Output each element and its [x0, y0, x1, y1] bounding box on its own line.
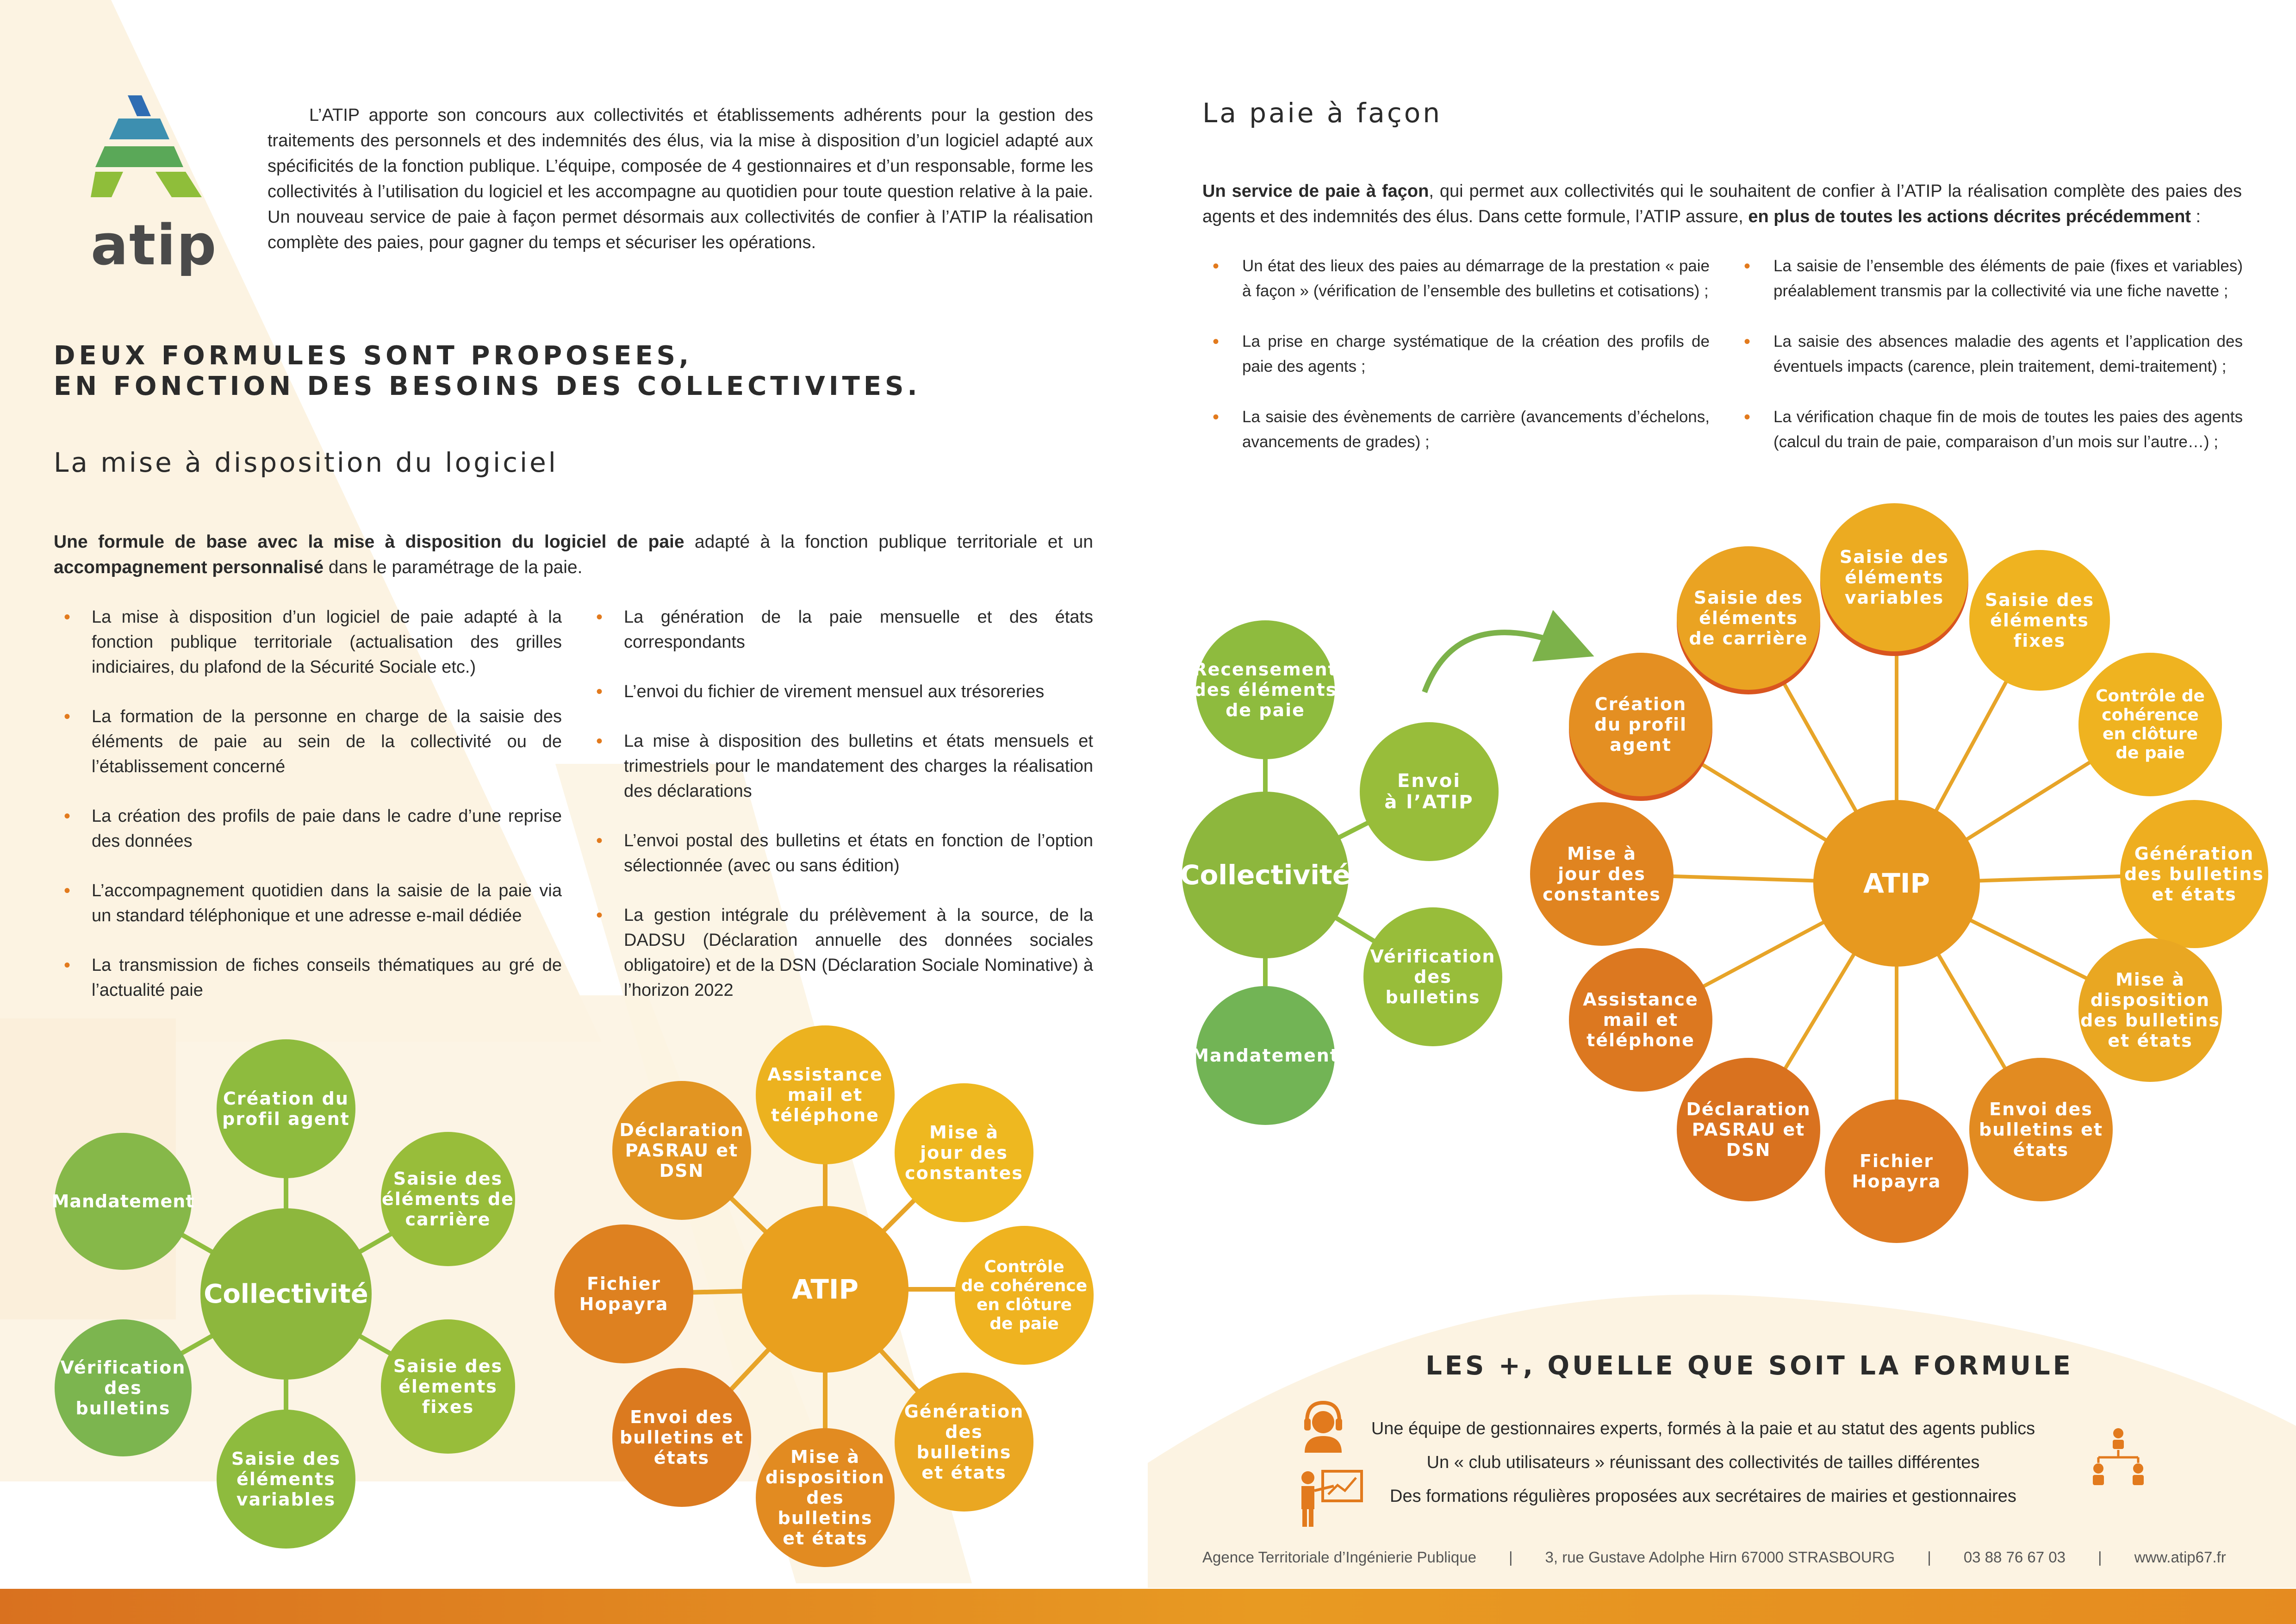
- plus-line-3: Des formations régulières proposées aux secrétaires de mairies et gestionnaires: [1390, 1487, 2016, 1506]
- node-envoi-bulletins-etats-2: [1969, 1058, 2113, 1201]
- formule1-title: La mise à disposition du logiciel: [54, 447, 558, 478]
- node-saisie-elements-variables: [217, 1410, 355, 1549]
- node-envoi-a-atip: [1360, 722, 1499, 861]
- formule2-intro-bold2: en plus de toutes les actions décrites précédemment: [1748, 207, 2191, 226]
- node-generation-bulletins-etats: [895, 1373, 1033, 1512]
- node-label: Vérification des bulletins: [1370, 946, 1496, 1007]
- footer-website-link[interactable]: www.atip67.fr: [2134, 1549, 2226, 1566]
- trainer-icon: [1295, 1468, 1364, 1528]
- formule1-intro-bold1: Une formule de base avec la mise à disposition du logiciel de paie: [54, 532, 684, 552]
- node-mandatement-2: [1191, 986, 1339, 1125]
- footer-address: 3, rue Gustave Adolphe Hirn 67000 STRASBOURG: [1545, 1549, 1895, 1566]
- node-label: Collectivité: [204, 1279, 368, 1309]
- collectivite-center-node: [200, 1208, 372, 1380]
- plus-line-1: Une équipe de gestionnaires experts, formés à la paie et au statut des agents publics: [1371, 1419, 2035, 1438]
- node-label: Collectivité: [1180, 859, 1351, 891]
- node-label: Déclaration PASRAU et DSN: [619, 1120, 744, 1181]
- node-label: Saisie des éléments fixes: [1985, 590, 2095, 651]
- node-mise-a-disposition-bulletins-2: [2078, 938, 2222, 1082]
- node-generation-bulletins-etats-2: [2120, 800, 2268, 948]
- node-mise-a-jour-constantes-2: [1530, 802, 1674, 946]
- node-label: Génération des bulletins et états: [904, 1401, 1024, 1483]
- node-label: Saisie des éléments de carrière: [382, 1168, 514, 1230]
- footer-phone: 03 88 76 67 03: [1963, 1549, 2066, 1566]
- plus-line-2: Un « club utilisateurs » réunissant des collectivités de tailles différentes: [1426, 1453, 1980, 1472]
- node-recensement-elements-paie: [1193, 620, 1338, 759]
- node-label: Mise à disposition des bulletins et états: [765, 1447, 885, 1549]
- atip-center-node: [742, 1206, 908, 1373]
- collectivite-center-node-2: [1182, 792, 1349, 958]
- node-label: Saisie des élements fixes: [393, 1356, 503, 1417]
- node-label: Création du profil agent: [1594, 694, 1687, 755]
- node-label: Mandatement: [51, 1191, 195, 1212]
- footer-separator: |: [2098, 1549, 2102, 1566]
- list-item: • La saisie des évènements de carrière (avancements d’échelons, avancements de grades) ;: [1202, 405, 1710, 455]
- list-item: • La prise en charge systématique de la création des profils de paie des agents ;: [1202, 329, 1710, 379]
- node-controle-coherence-2: [2078, 653, 2222, 796]
- node-declaration-pasrau-dsn-2: [1677, 1058, 1820, 1201]
- list-item: • L’accompagnement quotidien dans la saisie de la paie via un standard téléphonique et une adresse e-mail dédiée: [54, 878, 562, 928]
- node-label: Mandatement: [1191, 1045, 1339, 1066]
- node-label: Mise à jour des constantes: [905, 1122, 1023, 1183]
- list-item: • La gestion intégrale du prélèvement à la source, de la DADSU (Déclaration annuelle des données sociales obligatoire) et de la DSN (Déclaration Sociale Nominative) à l’horizon 2022: [586, 903, 1093, 1003]
- footer-separator: |: [1508, 1549, 1513, 1566]
- node-saisie-elements-fixes-2: [1969, 550, 2110, 691]
- list-item: • La transmission de fiches conseils thématiques au gré de l’actualité paie: [54, 953, 562, 1003]
- node-label: Envoi à l’ATIP: [1384, 770, 1474, 813]
- node-creation-profil-agent-2: [1569, 653, 1712, 796]
- node-saisie-elements-fixes: [381, 1319, 515, 1454]
- node-saisie-elements-carriere-2: [1677, 546, 1820, 690]
- list-item: • La mise à disposition des bulletins et états mensuels et trimestriels pour le mandatement des charges la réalisation des déclarations: [586, 729, 1093, 804]
- node-label: Saisie des éléments de carrière: [1689, 587, 1808, 649]
- node-label: Vérification des bulletins: [60, 1357, 186, 1418]
- formule1-intro-text1: adapté à la fonction publique territoriale et un: [684, 532, 1093, 552]
- node-label: Mise à jour des constantes: [1543, 843, 1661, 905]
- list-item: • Un état des lieux des paies au démarrage de la prestation « paie à façon » (vérification de l’ensemble des bulletins et cotisations) ;: [1202, 254, 1710, 304]
- atip-center-node-2: [1813, 800, 1980, 967]
- formule1-intro-text2: dans le paramétrage de la paie.: [324, 557, 583, 577]
- node-saisie-elements-carriere: [381, 1132, 515, 1266]
- main-heading-line1: DEUX FORMULES SONT PROPOSEES,: [54, 341, 693, 371]
- support-agent-icon: [1298, 1398, 1349, 1454]
- formule1-intro-bold2: accompagnement personnalisé: [54, 557, 324, 577]
- node-label: Saisie des éléments variables: [231, 1449, 341, 1510]
- node-label: Assistance mail et téléphone: [767, 1064, 883, 1125]
- atip-wordmark: atip: [91, 213, 218, 278]
- footer-separator: |: [1927, 1549, 1931, 1566]
- node-label: ATIP: [791, 1274, 859, 1305]
- list-item: • La mise à disposition d’un logiciel de paie adapté à la fonction publique territoriale (actualisation des grilles indiciaires, du plafond de la Sécurité Sociale etc.): [54, 605, 562, 680]
- node-label: Génération des bulletins et états: [2124, 843, 2264, 905]
- node-label: Recensement des éléments de paie: [1193, 659, 1338, 720]
- node-mandatement: [51, 1133, 195, 1270]
- node-assistance-mail-telephone: [756, 1025, 895, 1164]
- node-label: Contrôle de cohérence en clôture de paie: [2096, 687, 2205, 762]
- node-label: Envoi des bulletins et états: [1979, 1099, 2103, 1160]
- list-item: • La formation de la personne en charge de la saisie des éléments de paie au sein de la collectivité ou de l’établissement concerné: [54, 704, 562, 779]
- node-label: Déclaration PASRAU et DSN: [1686, 1099, 1811, 1160]
- node-label: ATIP: [1863, 868, 1930, 899]
- node-label: Création du profil agent: [222, 1088, 350, 1129]
- footer: [1202, 1549, 2244, 1566]
- node-verification-bulletins-2: [1363, 907, 1502, 1046]
- main-heading-line2: EN FONCTION DES BESOINS DES COLLECTIVITES.: [54, 371, 921, 401]
- node-label: Contrôle de cohérence en clôture de paie: [961, 1257, 1088, 1333]
- list-item: • L’envoi du fichier de virement mensuel aux trésoreries: [586, 679, 1093, 704]
- node-fichier-hopayra-2: [1825, 1099, 1968, 1243]
- node-verification-bulletins: [55, 1319, 192, 1456]
- node-assistance-mail-telephone-2: [1569, 948, 1712, 1092]
- node-mise-a-disposition-bulletins: [756, 1428, 895, 1567]
- formule2-intro-text1: , qui permet aux collectivités qui le souhaitent de confier à l’ATIP la réalisation complète des paies des agents et des indemnités des élus. Dans cette formule, l’ATIP assure,: [1202, 181, 2242, 226]
- list-item: • La vérification chaque fin de mois de toutes les paies des agents (calcul du train de paie, comparaison d’un mois sur l’autre…) ;: [1734, 405, 2243, 455]
- node-creation-profil-agent: [217, 1039, 355, 1178]
- node-envoi-bulletins-etats: [612, 1368, 751, 1507]
- network-users-icon: [2088, 1427, 2148, 1487]
- node-mise-a-jour-constantes: [895, 1083, 1033, 1222]
- node-fichier-hopayra: [554, 1224, 693, 1363]
- node-label: Mise à disposition des bulletins et états: [2080, 969, 2220, 1051]
- list-item: • La création des profils de paie dans le cadre d’une reprise des données: [54, 804, 562, 854]
- list-item: • La génération de la paie mensuelle et des états correspondants: [586, 605, 1093, 655]
- node-label: Saisie des éléments variables: [1839, 547, 1949, 608]
- node-label: Fichier Hopayra: [1852, 1151, 1941, 1192]
- formule2-intro-text2: :: [2190, 207, 2201, 226]
- node-controle-coherence: [955, 1226, 1094, 1365]
- node-label: Fichier Hopayra: [579, 1274, 669, 1314]
- list-item: • La saisie des absences maladie des agents et l’application des éventuels impacts (carence, plein traitement, demi-traitement) ;: [1734, 329, 2243, 379]
- node-saisie-elements-variables-2: [1820, 503, 1968, 651]
- footer-org: Agence Territoriale d’Ingénierie Publique: [1202, 1549, 1476, 1566]
- plus-title: LES +, QUELLE QUE SOIT LA FORMULE: [1425, 1351, 2073, 1381]
- formule2-intro-bold1: Un service de paie à façon: [1202, 181, 1429, 201]
- list-item: • La saisie de l’ensemble des éléments de paie (fixes et variables) préalablement transmis par la collectivité via une fiche navette ;: [1734, 254, 2243, 304]
- list-item: • L’envoi postal des bulletins et états en fonction de l’option sélectionnée (avec ou sans édition): [586, 828, 1093, 878]
- intro-paragraph: L’ATIP apporte son concours aux collectivités et établissements adhérents pour la gestion des traitements des personnels et des indemnités des élus, via la mise à disposition d’un logiciel adapté aux spécificités de la fonction publique. L’équipe, composée de 4 gestionnaires et d’un responsable, forme les collectivités à l’utilisation du logiciel et les accompagne au quotidien pour toute question relative à la paie. Un nouveau service de paie à façon permet désormais aux collectivités de confier à l’ATIP la réalisation complète des paies, pour gagner du temps et sécuriser les opérations.: [268, 106, 1093, 252]
- node-label: Assistance mail et téléphone: [1583, 989, 1699, 1050]
- node-declaration-pasrau-dsn: [612, 1081, 751, 1220]
- formule2-title: La paie à façon: [1202, 97, 1442, 129]
- node-label: Envoi des bulletins et états: [619, 1407, 744, 1468]
